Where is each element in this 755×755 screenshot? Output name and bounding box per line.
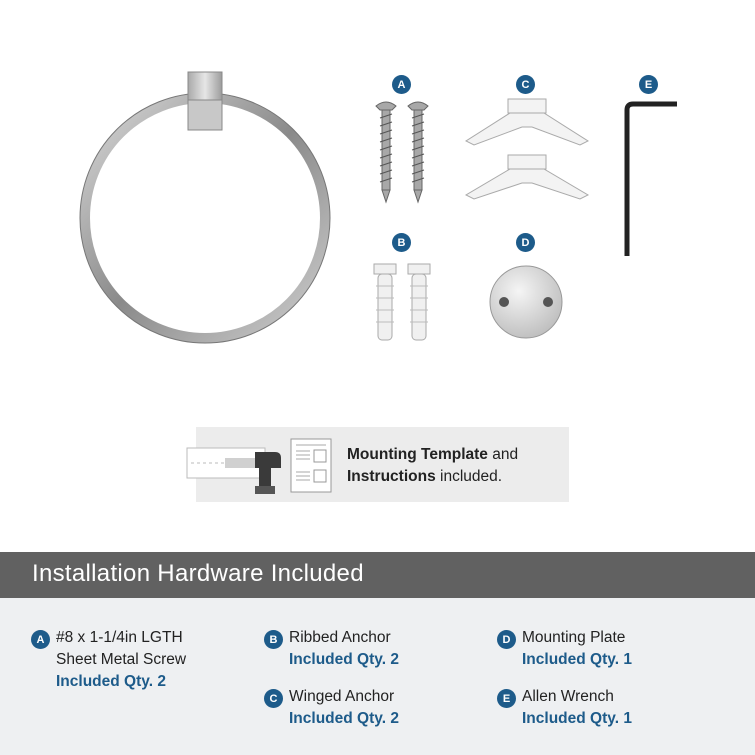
- section-title: Installation Hardware Included: [32, 560, 364, 587]
- part-item-c: [289, 686, 399, 730]
- part-name-b: Ribbed Anchor: [289, 629, 391, 646]
- part-qty-c: Included Qty. 2: [289, 710, 399, 727]
- part-qty-a: Included Qty. 2: [56, 673, 166, 690]
- badge-e: E: [639, 75, 658, 94]
- part-item-b: [289, 627, 399, 671]
- screw-image: [370, 100, 435, 205]
- template-note-text: Mounting Template and Instructions included.: [347, 446, 519, 485]
- towel-ring-image: [70, 68, 345, 348]
- part-name-e: Allen Wrench: [522, 688, 614, 705]
- list-badge-d: D: [497, 630, 516, 649]
- part-qty-d: Included Qty. 1: [522, 651, 632, 668]
- badge-d: D: [516, 233, 535, 252]
- part-item-e: [522, 686, 632, 730]
- list-badge-e: E: [497, 689, 516, 708]
- badge-c: C: [516, 75, 535, 94]
- list-badge-c: C: [264, 689, 283, 708]
- instructions-sheet-icon: [290, 438, 332, 493]
- winged-anchor-image: [462, 97, 592, 207]
- part-qty-b: Included Qty. 2: [289, 651, 399, 668]
- allen-wrench-image: [615, 98, 685, 260]
- list-badge-a: A: [31, 630, 50, 649]
- part-name-a-line2: Sheet Metal Screw: [56, 651, 187, 668]
- list-badge-b: B: [264, 630, 283, 649]
- mounting-plate-image: [486, 262, 566, 342]
- part-item-d: [522, 627, 632, 671]
- part-name-c: Winged Anchor: [289, 688, 395, 705]
- badge-b: B: [392, 233, 411, 252]
- part-qty-e: Included Qty. 1: [522, 710, 632, 727]
- badge-a: A: [392, 75, 411, 94]
- ribbed-anchor-image: [370, 260, 435, 345]
- part-name-a-line1: #8 x 1-1/4in LGTH: [56, 629, 183, 646]
- part-name-d: Mounting Plate: [522, 629, 626, 646]
- drill-template-icon: [185, 438, 285, 496]
- part-item-a: [56, 627, 186, 693]
